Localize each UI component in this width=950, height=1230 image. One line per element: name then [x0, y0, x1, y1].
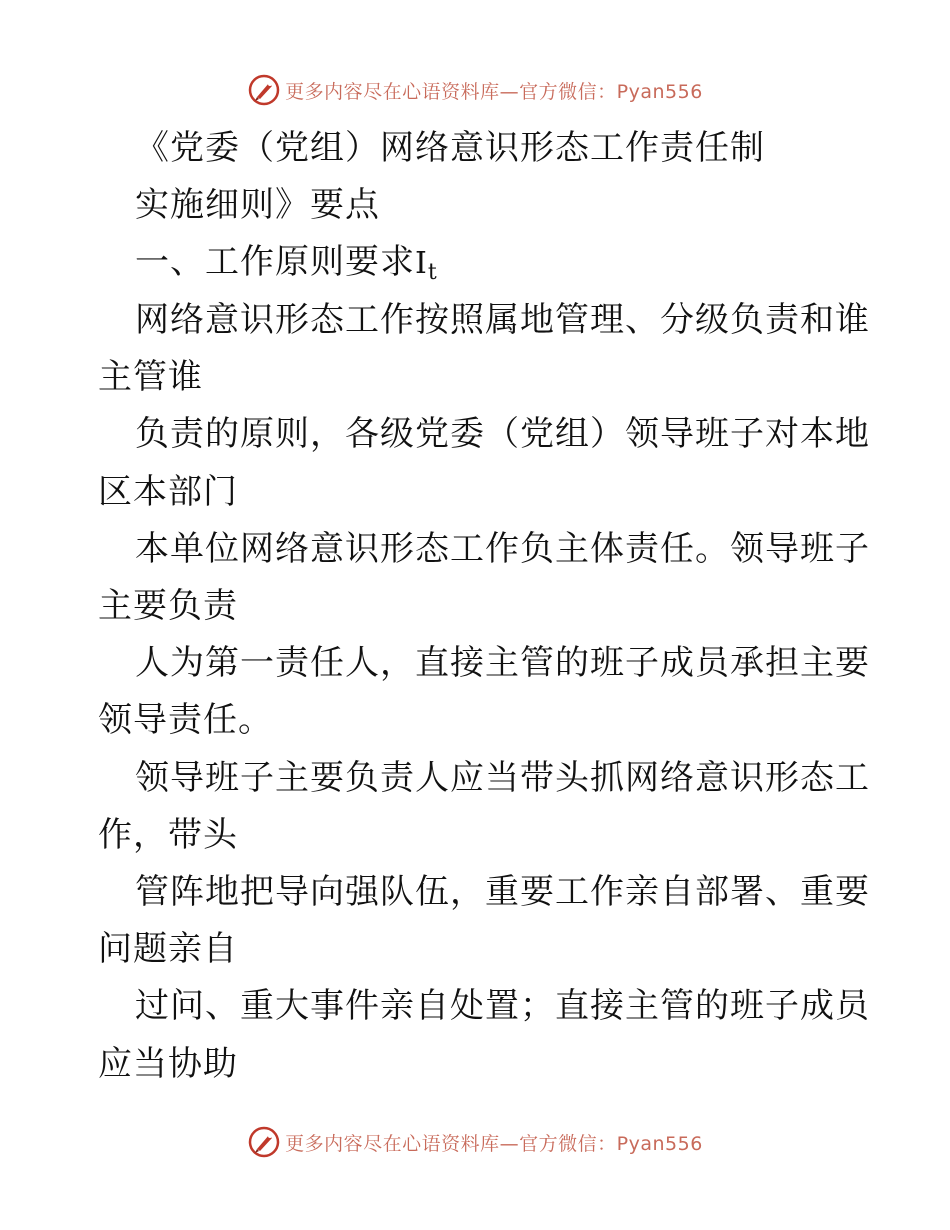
section-heading [135, 242, 438, 293]
watermark-text: 更多内容尽在心语资料库—官方微信：Pyan556 [285, 1132, 703, 1155]
paragraph-line: 作，带头 [98, 815, 238, 855]
paragraph-line: 领导班子主要负责人应当带头抓网络意识形态工 [135, 758, 870, 798]
paragraph-line: 管阵地把导向强队伍，重要工作亲自部署、重要 [135, 872, 870, 912]
paragraph-line: 负责的原则，各级党委（党组）领导班子对本地 [135, 414, 870, 454]
paragraph-line: 主要负责 [98, 586, 238, 626]
paragraph-line: 主管谁 [98, 357, 203, 397]
watermark-text: 更多内容尽在心语资料库—官方微信：Pyan556 [285, 80, 703, 103]
paragraph-line: 网络意识形态工作按照属地管理、分级负责和谁 [135, 300, 870, 340]
footer-watermark [0, 1122, 950, 1162]
paragraph-line: 人为第一责任人，直接主管的班子成员承担主要 [135, 643, 870, 683]
paragraph-line: 区本部门 [98, 472, 238, 512]
pen-logo-icon [247, 1125, 281, 1159]
pen-logo-icon [247, 73, 281, 107]
document-title-line1: 《党委（党组）网络意识形态工作责任制 [135, 128, 765, 168]
section-heading-text: 一、工作原则要求 [135, 242, 415, 282]
paragraph-line: 本单位网络意识形态工作负主体责任。领导班子 [135, 529, 870, 569]
paragraph-line: 问题亲自 [98, 929, 238, 969]
document-title-line2: 实施细则》要点 [135, 185, 380, 225]
paragraph-line: 应当协助 [98, 1044, 238, 1084]
paragraph-line: 领导责任。 [98, 700, 273, 740]
heading-mark: $I_t$ [415, 246, 438, 285]
paragraph-line: 过问、重大事件亲自处置；直接主管的班子成员 [135, 986, 870, 1026]
header-watermark [0, 70, 950, 110]
